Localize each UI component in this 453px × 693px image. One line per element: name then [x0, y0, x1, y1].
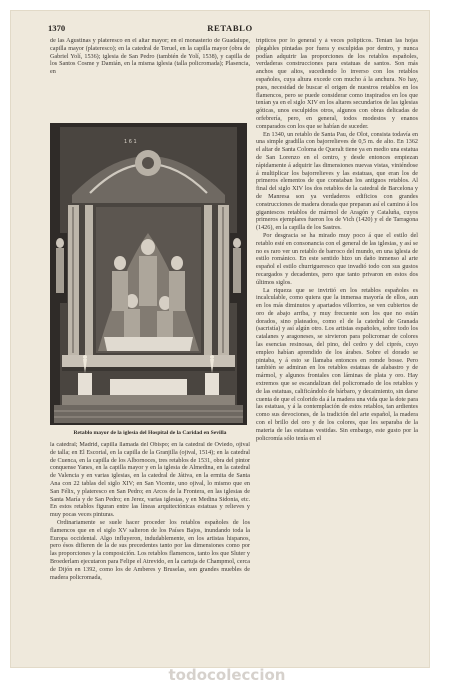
paragraph: En 1340, un retablo de Santa Pau, de Olot, consista todavía en una simple gradilla con bajorrelieves de 0,5 m. de alto. En 1362 el altar de Santa Coloma de Queralt tiene ya en medio una estatua de San Lorenzo en el centro, y desde entonces empiezan rápidamente á adquirir las dimensiones nuevas vistas, viniéndose á multiplicar los bajorrelieves y las estatuas, que eran los de primeros elementos de que constaban los antiguos retablos. Al final del siglo XIV los dos retablos de la catedral de Barcelona y de Manresa son ya verdaderos edificios con grandes construcciones de madera dorada que preparan así el camino á los gigantescos retablos de mármol de Aragón y Cataluña, cuyos primeros ejemplares fueron los de Vich (1420) y el de Tarragona (1426), en la capilla de los Sastres.: [256, 131, 418, 232]
paragraph: la catedral; Madrid, capilla llamada del Obispo; en la catedral de Oviedo, ojival de talla; en El Escorial, en la capilla de la Granjilla (ojival, 1514); en la catedral de Cuenca, en la capilla de los Albornoces, tres retablos de 1531, obra del pintor conquense Yanes, en la capilla mayor y en la iglesia de Almedina, en la catedral de Valencia y en varias iglesias, en la catedral de Játiva, en la ermita de Santa Ana con 22 tablas del siglo XIV; en San Vicente, uno ojival, lo mismo que en San Félix, y plateresco en San Pedro; en Arcos de la Frontera, en las iglesias de Santa María y de San Pedro; en Jerez, varias iglesias, y en Medina Sidonia, etc. En estos retablos figuran entre las líneas arquitectónicas estatuas y relieves y muy pocas veces pinturas.: [50, 442, 250, 519]
svg-text:1 6 1: 1 6 1: [124, 139, 137, 145]
altarpiece-figure: [50, 123, 247, 425]
column-left-top: [50, 38, 250, 119]
paragraph: Ordinariamente se suele hacer proceder los retablos españoles de los flamencos que en el siglo XV salieron de los Países Bajos, inundando toda la Europa occidental. Algo influyeron, indudablemente, en los artistas hispanos, pero ésos difieren de la de sus precedentes tanto por las dimensiones como por las proporciones y la composición. Los retablos flamencos, tanto los que Sluter y Broederlam ejecutaron para Felipe el Atrevido, en la cartuja de Champmol, cerca de Dijón en 1392, como los de Amberes y Bruselas, son grandes muebles de madera policromada,: [50, 519, 250, 581]
altarpiece-image: [50, 123, 247, 425]
column-left-bottom: [50, 442, 250, 654]
watermark-logo: [152, 666, 302, 684]
svg-text:todocoleccion: todocoleccion: [168, 666, 286, 684]
running-head: RETABLO: [207, 23, 253, 33]
paragraph: Por desgracia se ha mirado muy poco á que el estilo del retablo esté en consonancia con el general de las iglesias, y así se no es raro ver un retablo de barroco del mundo, en una iglesia de estilo románico. En este sentido hizo un daño inmenso al arte español el estilo churrigueresco que invadió todo con sus gustos recargados y decadentes, pero que tanto privaron en estos dos últimos siglos.: [256, 232, 418, 286]
paragraph: de las Agustinas y plateresco en el altar mayor; en el monasterio de Guadalupe, capilla mayor (plateresco); en la catedral de Teruel, en la capilla mayor (obra de Gabriel Yolí, 1536); iglesia de San Pedro (también de Yolí, 1538), y capilla de los Santos Cosme y Damián, en la misma iglesia (talla policromada); Plasencia, en: [50, 38, 250, 76]
page-header: [48, 23, 412, 35]
figure-caption: Retablo mayor de la iglesia del Hospital de la Caridad en Sevilla: [73, 430, 227, 436]
page-number: 1370: [48, 23, 66, 33]
column-right: [256, 38, 418, 654]
paragraph: trípticos por lo general y á veces polípticos. Tenían las hojas plegables pintadas por fuera y esculpidas por dentro, y nunca podían adquirir las proporciones de los retablos españoles, verdaderas construcciones para estatuas de santos. Son más anchos que altos, sucediendo lo inverso con los retablos españoles, cuya altura excede con mucho á la anchura. No hay, pues, necesidad de buscar el origen de nuestros retablos en los flamencos, pero se puede considerar como inspirados en los que tenían ya en el siglo XIV en los altares secundarios de las iglesias góticas, unos esculpidos otros, algunos con obras delicadas de orfebrería, pero, en general, todos modestos y enanos comparados con los que se habían de suceder.: [256, 38, 418, 130]
paragraph: La riqueza que se invirtió en los retablos españoles es incalculable, como quiera que la inmensa mayoría de ellos, aun en los más diminutos y apartados villorrios, se ven cubiertos de oro de abajo arriba, y muy frecuente son los que no están dorados, sino plateados, como el de la catedral de Granada (sacristía) y así algún otro. Los artistas españoles, sobre todo los catalanes y aragoneses, se sirvieron para policromar de colores las esencias resinosas, del pino, del cedro y del ciprés, cuyo empleo habían aprendido de los árabes. Sobre el dorado se pintaba, y á esto se llamaba entonces en romde bosse. Pero también se admiran en los retablos estatuas de alabastro y de mármol, y algunos frontales con láminas de plata y oro. Hay extremos que se escandalizan del policromado de los retablos y de las estatuas, calificándolo de bárbaro, y decaimiento, sin darse cuenta de que el colorido da á la madera una vida que la dote para las estatuas, y á la contemplación de estos retablos, tan ardientes como sus devociones, de la tradición del arte español, la madera con el brillo del oro y de los colores, que les separaba de la materia de las estatuas vestidas. Sin embargo, este gusto por la policromía sólo tenía en el: [256, 287, 418, 442]
